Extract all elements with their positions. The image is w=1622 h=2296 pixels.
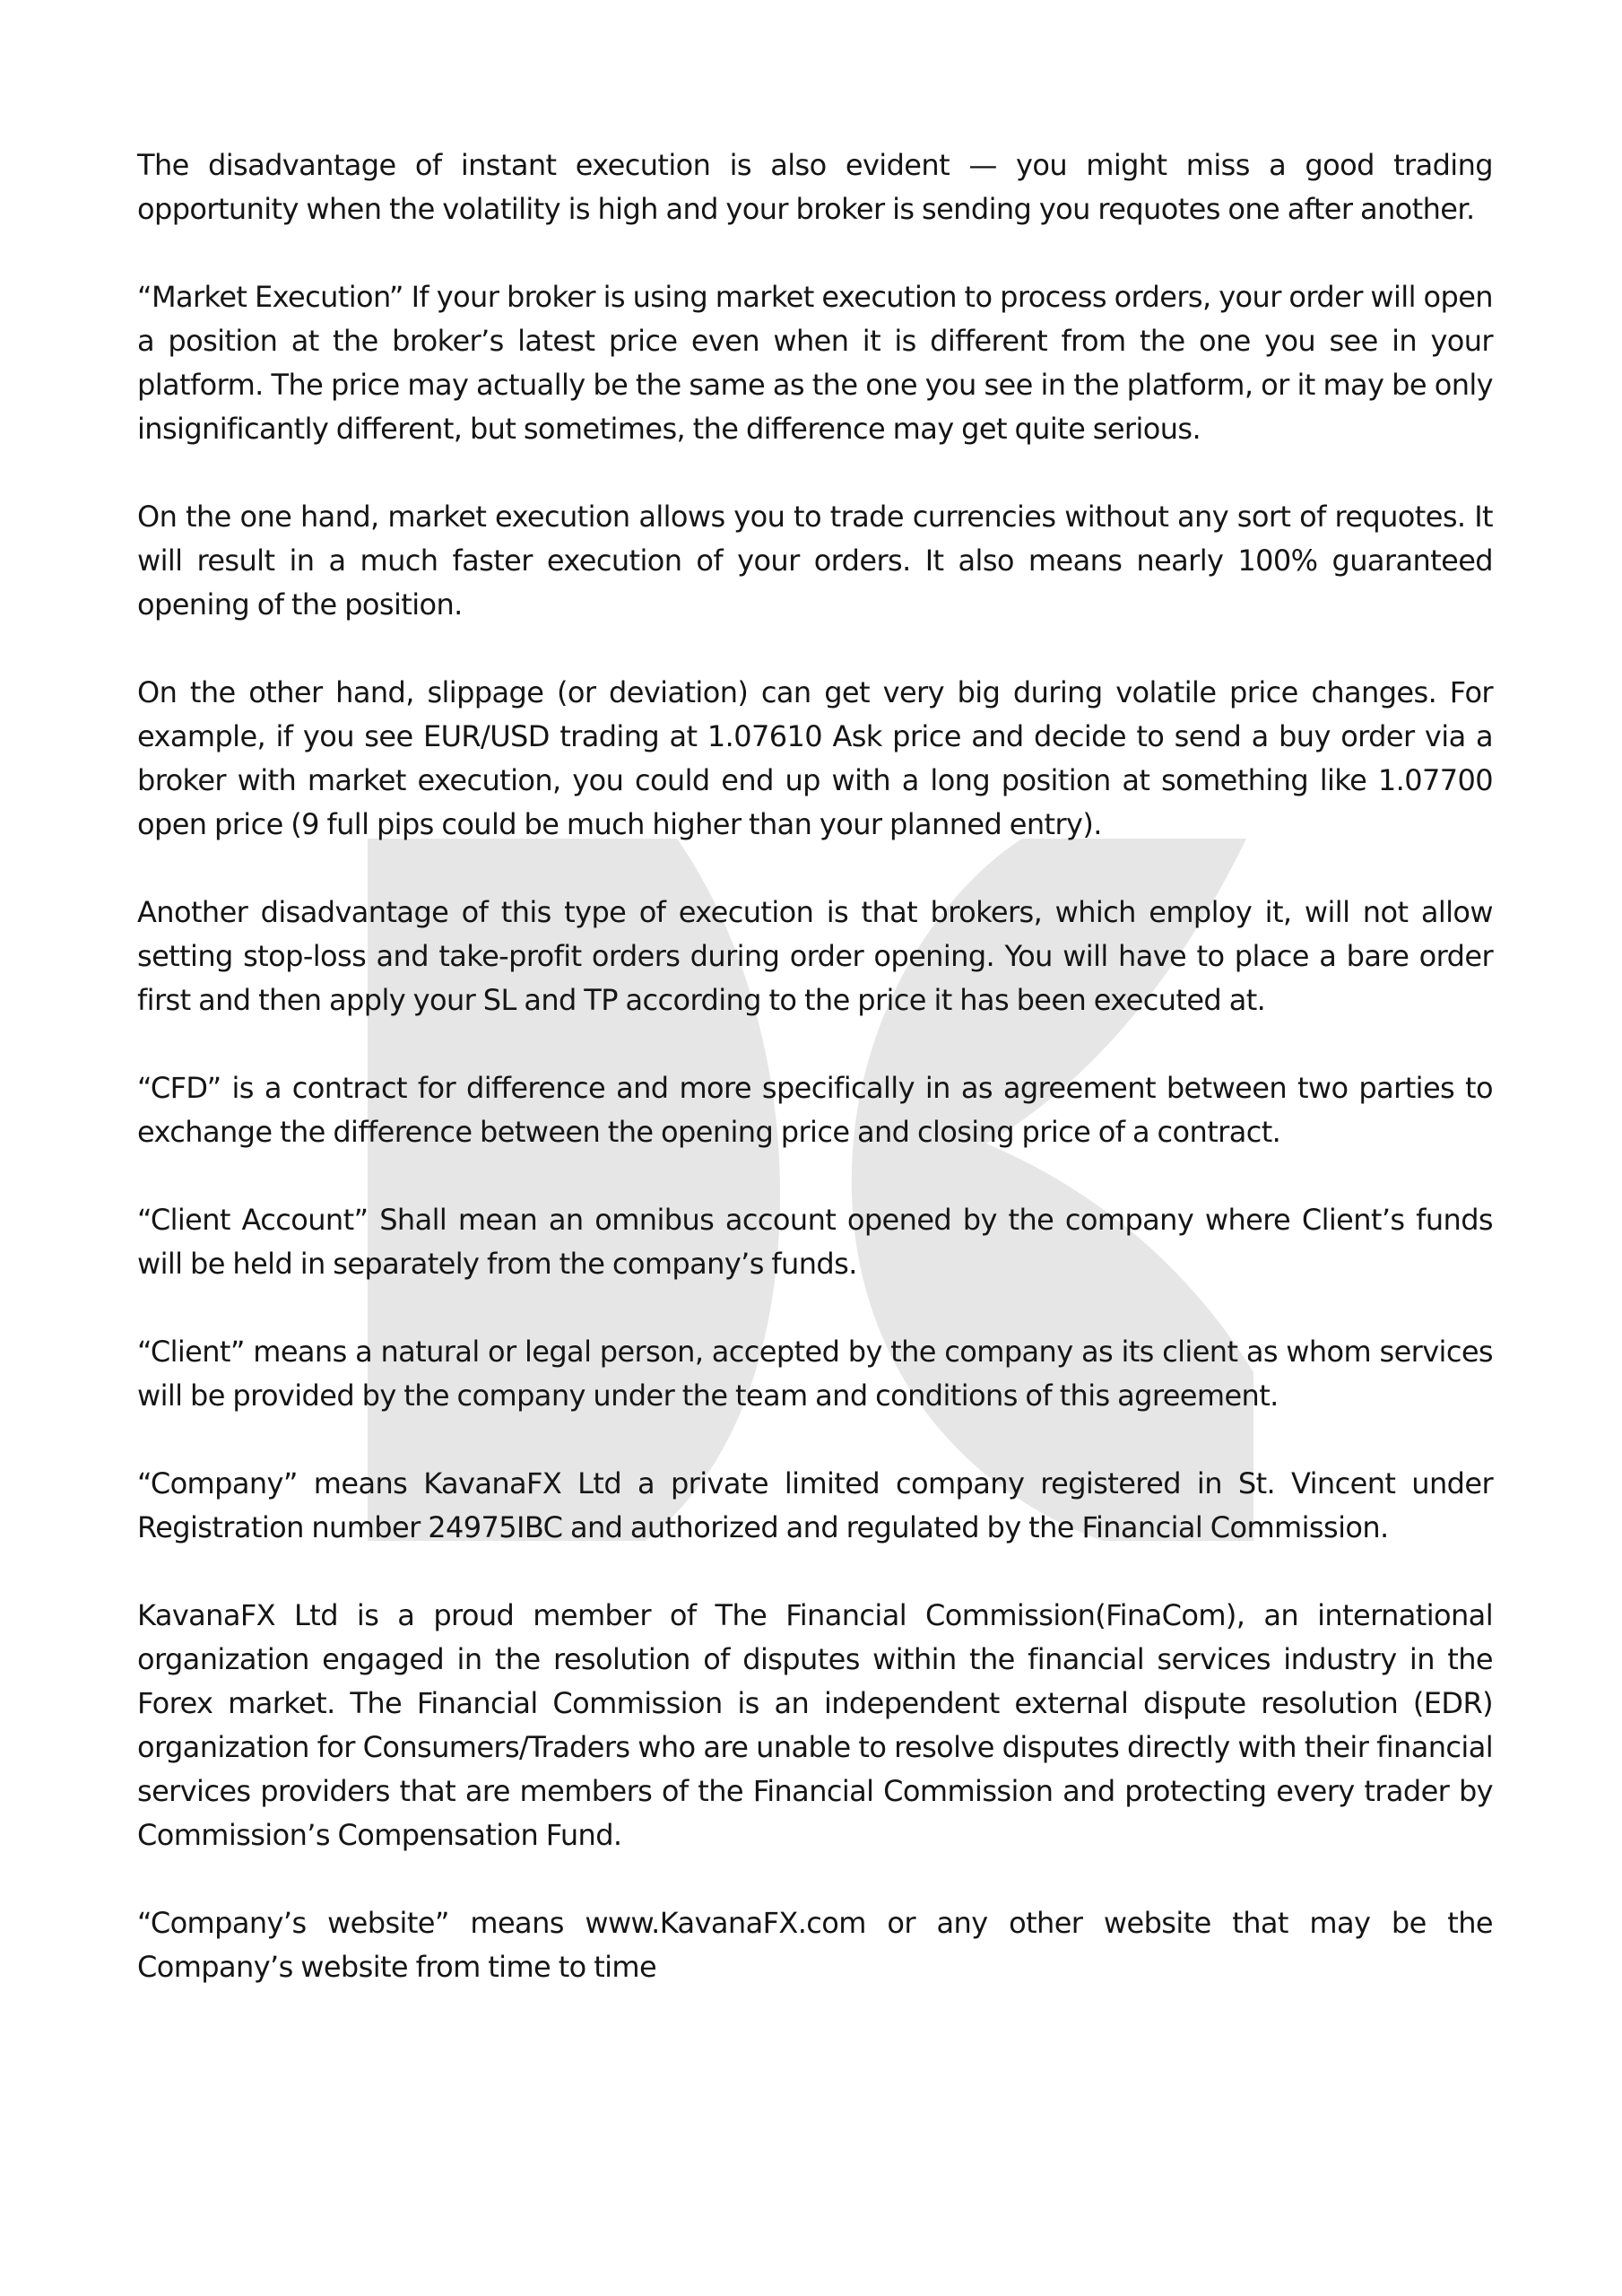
paragraph-client-account-definition: “Client Account” Shall mean an omnibus account opened by the company where Client’s funds will be held in separately from the company’s funds. [137,1203,1493,1281]
paragraph-company-definition: “Company” means KavanaFX Ltd a private limited company registered in St. Vincent under Registration number 24975IBC and authorized and regulated by the Financial Commission. [137,1466,1493,1544]
paragraph-market-execution-advantage: On the one hand, market execution allows you to trade currencies without any sort of requotes. It will result in a much faster execution of your orders. It also means nearly 100% guaranteed opening of the position. [137,500,1493,622]
paragraph-client-definition: “Client” means a natural or legal person, accepted by the company as its client as whom services will be provided by the company under the team and conditions of this agreement. [137,1335,1493,1413]
paragraph-market-execution: “Market Execution” If your broker is using market execution to process orders, your order will open a position at the broker’s latest price even when it is different from the one you see in your platform. The price may actually be the same as the one you see in the platform, or it may be only insignificantly different, but sometimes, the difference may get quite serious. [137,280,1493,446]
paragraph-cfd-definition: “CFD” is a contract for difference and more specifically in as agreement between two parties to exchange the difference between the opening price and closing price of a contract. [137,1071,1493,1149]
document-page [137,144,1493,2033]
paragraph-instant-execution-disadvantage: The disadvantage of instant execution is also evident — you might miss a good trading opportunity when the volatility is high and your broker is sending you requotes one after another. [137,148,1493,226]
paragraph-company-website-definition: “Company’s website” means www.KavanaFX.com or any other website that may be the Company’s website from time to time [137,1906,1493,1984]
paragraph-slippage-example: On the other hand, slippage (or deviation) can get very big during volatile price changes. For example, if you see EUR/USD trading at 1.07610 Ask price and decide to send a buy order via a broker with market execution, you could end up with a long position at something like 1.07700 open price (9 full pips could be much higher than your planned entry). [137,675,1493,841]
paragraph-financial-commission: KavanaFX Ltd is a proud member of The Financial Commission(FinaCom), an international organization engaged in the resolution of disputes within the financial services industry in the Forex market. The Financial Commission is an independent external dispute resolution (EDR) organization for Consumers/Traders who are unable to resolve disputes directly with their financial services providers that are members of the Financial Commission and protecting every trader by Commission’s Compensation Fund. [137,1598,1493,1852]
paragraph-market-execution-disadvantage: Another disadvantage of this type of execution is that brokers, which employ it, will not allow setting stop-loss and take-profit orders during order opening. You will have to place a bare order first and then apply your SL and TP according to the price it has been executed at. [137,895,1493,1017]
